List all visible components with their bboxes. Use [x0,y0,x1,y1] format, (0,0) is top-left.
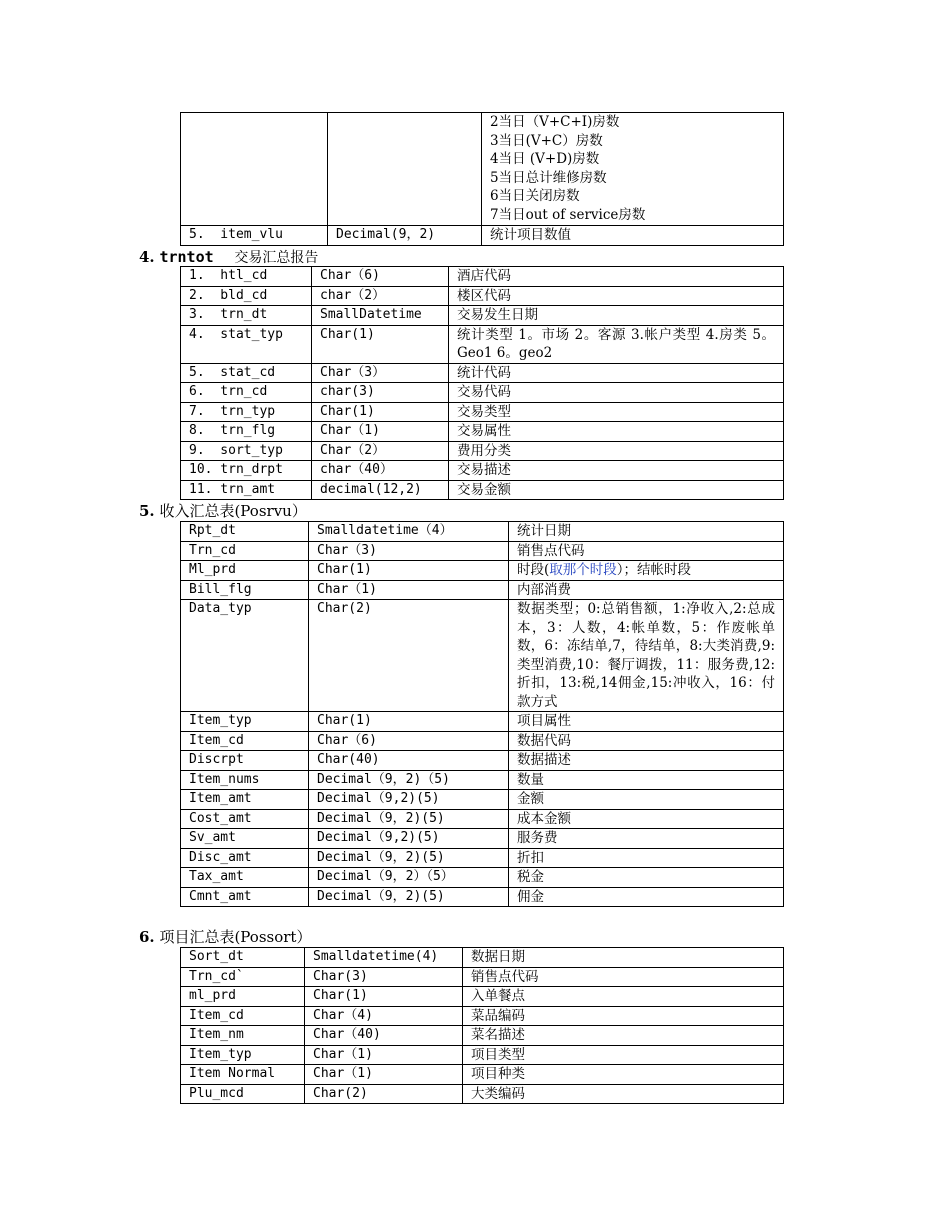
field-name-cell: 1. htl_cd [181,267,312,287]
field-description-cell: 服务费 [509,829,784,849]
field-description-cell: 数量 [509,770,784,790]
field-name-cell: Item_nm [181,1026,305,1046]
field-name-cell: Sort_dt [181,948,305,968]
table-row [181,948,784,968]
field-type-cell: Char（6) [309,731,509,751]
field-type-cell: Char(1) [312,325,449,363]
field-name-cell: Discrpt [181,751,309,771]
table-row [181,868,784,888]
field-type-cell: Char（3) [309,541,509,561]
field-description-cell: 税金 [509,868,784,888]
field-type-cell: char(3) [312,383,449,403]
field-type-cell: Decimal（9，2)(5) [309,809,509,829]
field-type-cell: Char(2) [309,600,509,712]
table-row [181,731,784,751]
field-type-cell: Smalldatetime(4) [305,948,463,968]
field-type-cell: Char（3） [312,363,449,383]
table-row [181,267,784,287]
table-row [181,1045,784,1065]
field-name-cell: Item_typ [181,712,309,732]
field-type-cell: Char（1) [305,1065,463,1085]
field-name-cell: Trn_cd` [181,967,305,987]
field-name-cell: Sv_amt [181,829,309,849]
field-description-cell: 交易发生日期 [449,306,784,326]
table-row [181,306,784,326]
field-name-cell: Item_cd [181,1006,305,1026]
field-description-cell: 销售点代码 [463,967,784,987]
field-name-cell: Trn_cd [181,541,309,561]
field-type-cell: Decimal（9，2)（5) [309,770,509,790]
table-possort [180,947,784,1104]
field-description-cell: 时段(取那个时段）；结帐时段 [509,561,784,581]
field-type-cell: Char(1) [312,402,449,422]
table-row [181,967,784,987]
table-row [181,1084,784,1104]
field-description-cell: 大类编码 [463,1084,784,1104]
field-type-cell: Char(1) [309,561,509,581]
table-posrvu [180,521,784,907]
table-row [181,1065,784,1085]
field-type-cell: Char（1) [309,580,509,600]
field-description-cell: 交易类型 [449,402,784,422]
field-description-cell: 楼区代码 [449,286,784,306]
field-type-cell: char（40） [312,461,449,481]
field-name-cell: Data_typ [181,600,309,712]
field-name-cell: Item_cd [181,731,309,751]
field-type-cell: Char(40) [309,751,509,771]
table-row [181,790,784,810]
field-type-cell: Char（2） [312,441,449,461]
table-row [181,580,784,600]
field-type-cell: Char（40) [305,1026,463,1046]
field-type-cell: decimal(12,2) [312,480,449,500]
room-count-description: 2当日（V+C+I)房数 3当日(V+C）房数 4当日 (V+D)房数 5当日总计维修房数 6当日关闭房数 7当日out of service房数 [482,113,784,226]
section-5-heading: 5. 收入汇总表(Posrvu） [139,502,307,520]
field-name-cell: 10. trn_drpt [181,461,312,481]
field-name-cell: 3. trn_dt [181,306,312,326]
field-type-cell: SmallDatetime [312,306,449,326]
field-name-cell: Rpt_dt [181,522,309,542]
field-name-cell: 2. bld_cd [181,286,312,306]
field-type-cell: Char(1) [305,987,463,1007]
table-row [181,286,784,306]
table-row [181,383,784,403]
table-row [181,522,784,542]
table-trntot [180,266,784,500]
field-description-cell: 交易描述 [449,461,784,481]
field-name-cell: 8. trn_flg [181,422,312,442]
field-type-cell: Char(3) [305,967,463,987]
field-name-cell: 9. sort_typ [181,441,312,461]
table-row [181,770,784,790]
table-row [181,441,784,461]
table-row [181,561,784,581]
field-description-cell: 折扣 [509,848,784,868]
table-row [181,541,784,561]
field-description-cell: 入单餐点 [463,987,784,1007]
table-row: 5. item_vlu Decimal(9，2) 统计项目数值 [181,226,784,246]
field-description-cell: 统计类型 1。市场 2。客源 3.帐户类型 4.房类 5。Geo1 6。geo2 [449,325,784,363]
table-row [181,325,784,363]
field-name-cell: Disc_amt [181,848,309,868]
period-link[interactable]: 取那个时段 [549,562,617,578]
field-name-cell: 4. stat_typ [181,325,312,363]
field-description-cell: 数据代码 [509,731,784,751]
field-type-cell: char（2） [312,286,449,306]
field-name-cell: Plu_mcd [181,1084,305,1104]
field-description-cell: 统计日期 [509,522,784,542]
field-name-cell: 11. trn_amt [181,480,312,500]
table-row [181,712,784,732]
field-type-cell: Char（1) [305,1045,463,1065]
section-6-heading: 6. 项目汇总表(Possort） [139,928,312,946]
field-description-cell: 佣金 [509,887,784,907]
field-type-cell: Decimal（9，2)(5) [309,848,509,868]
field-type-cell: Char(1) [309,712,509,732]
field-name-cell: Item_amt [181,790,309,810]
field-name-cell: 6. trn_cd [181,383,312,403]
field-description-cell: 数据类型；0:总销售额，1:净收入,2:总成本，3：人数，4:帐单数，5：作废帐单数，6：冻结单,7，待结单，8:大类消费,9:类型消费,10：餐厅调拨，11：服务费,12:折扣，13:税,14佣金,15:冲收入，16：付款方式 [509,600,784,712]
field-description-cell: 交易属性 [449,422,784,442]
table-row [181,1006,784,1026]
field-description-cell: 统计代码 [449,363,784,383]
field-description-cell: 数据描述 [509,751,784,771]
table-row [181,751,784,771]
field-description-cell: 交易金额 [449,480,784,500]
field-type-cell: Decimal（9,2)(5) [309,790,509,810]
field-type-cell: Decimal（9,2)(5) [309,829,509,849]
field-type-cell: Char（4) [305,1006,463,1026]
field-description-cell: 销售点代码 [509,541,784,561]
field-description-cell: 内部消费 [509,580,784,600]
table-row [181,600,784,712]
table-section3-continued [180,112,784,246]
field-type-cell: Smalldatetime（4） [309,522,509,542]
table-row [181,809,784,829]
field-type-cell: Char（1) [312,422,449,442]
field-description-cell: 菜名描述 [463,1026,784,1046]
field-description-cell: 酒店代码 [449,267,784,287]
field-description-cell: 金额 [509,790,784,810]
field-name-cell: Item_nums [181,770,309,790]
field-name-cell: 5. stat_cd [181,363,312,383]
table-row [181,480,784,500]
table-row [181,363,784,383]
table-row [181,1026,784,1046]
table-row [181,402,784,422]
field-type-cell: Char(2) [305,1084,463,1104]
field-description-cell: 项目属性 [509,712,784,732]
field-type-cell: Decimal（9，2）（5） [309,868,509,888]
field-description-cell: 数据日期 [463,948,784,968]
field-name-cell: Cmnt_amt [181,887,309,907]
table-row [181,829,784,849]
table-row [181,848,784,868]
table-row [181,422,784,442]
section-4-heading: 4. trntot 交易汇总报告 [139,248,319,266]
field-name-cell: Ml_prd [181,561,309,581]
field-name-cell: Item_typ [181,1045,305,1065]
field-description-cell: 交易代码 [449,383,784,403]
field-name-cell: Item Normal [181,1065,305,1085]
table-row [181,461,784,481]
field-description-cell: 成本金额 [509,809,784,829]
field-type-cell: Char（6) [312,267,449,287]
field-name-cell: ml_prd [181,987,305,1007]
field-description-cell: 菜品编码 [463,1006,784,1026]
field-description-cell: 费用分类 [449,441,784,461]
field-name-cell: Tax_amt [181,868,309,888]
field-name-cell: Bill_flg [181,580,309,600]
table-row [181,113,784,226]
table-row [181,887,784,907]
field-type-cell: Decimal（9，2)(5) [309,887,509,907]
field-name-cell: 7. trn_typ [181,402,312,422]
table-row [181,987,784,1007]
field-name-cell: Cost_amt [181,809,309,829]
field-description-cell: 项目类型 [463,1045,784,1065]
field-description-cell: 项目种类 [463,1065,784,1085]
